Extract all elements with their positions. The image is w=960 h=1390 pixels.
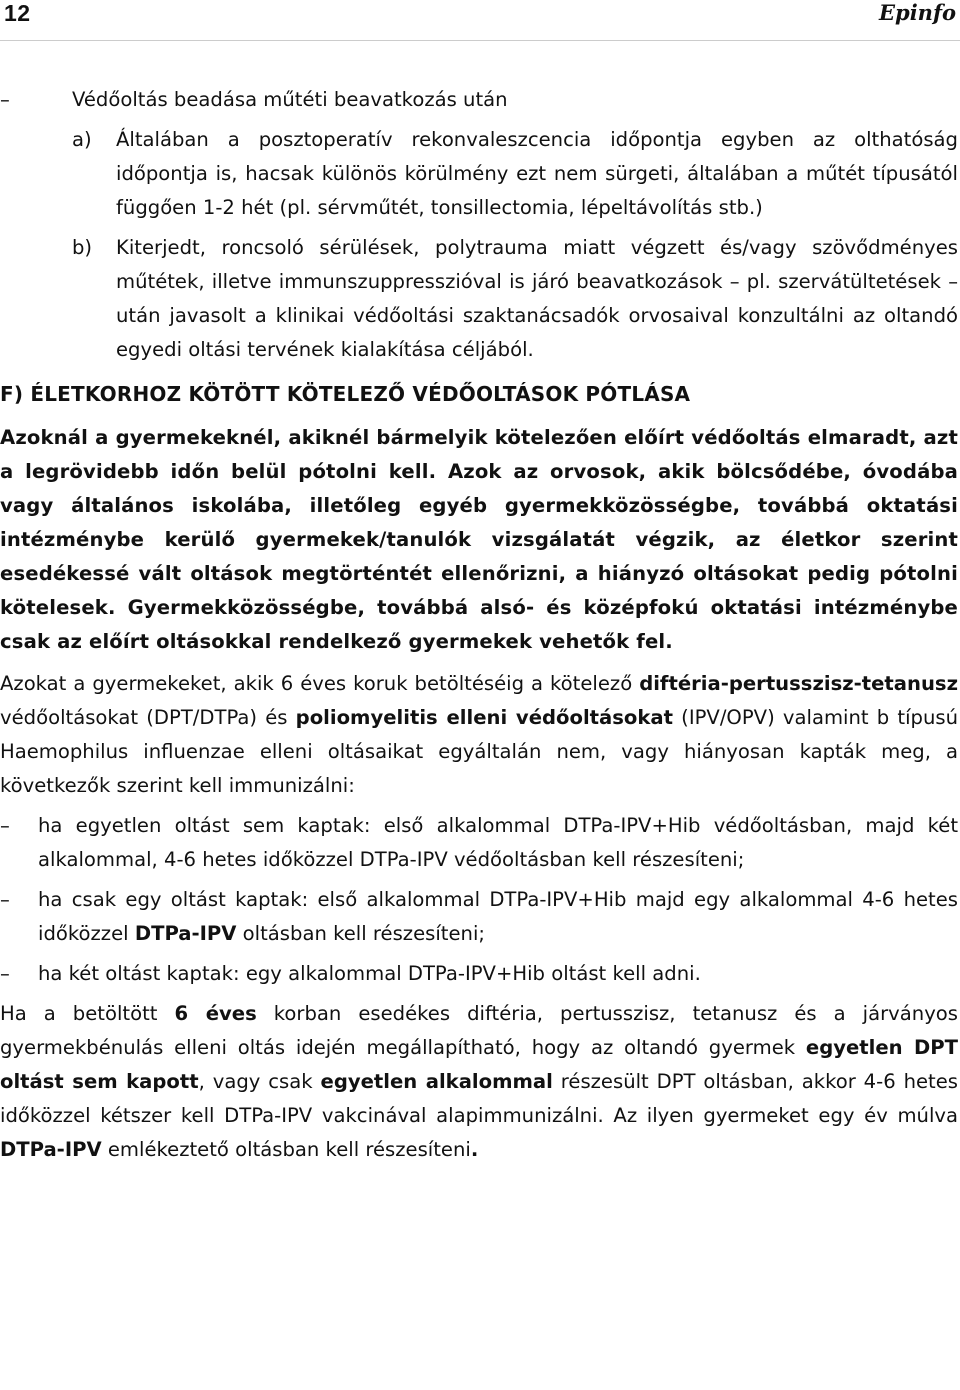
list-item-text [38,883,958,951]
text-run: védőoltásokat (DPT/DTPa) és [0,706,296,729]
bold-run: 6 éves [174,1002,257,1025]
text-run: oltásban kell részesíteni; [236,922,486,945]
surgery-item-a [72,123,958,225]
text-run: Azokat a gyermekeket, akik 6 éves koruk betöltéséig a kötelező [0,672,640,695]
list-item-text: ha két oltást kaptak: egy alkalommal DTPa-IPV+Hib oltást kell adni. [38,962,701,985]
document-body [0,83,958,1167]
text-run: (IPV/OPV) valamint b típusú Haemophilus influenzae elleni oltásaikat egyáltalán nem, vagy hiányosan kapták meg, a következők szerint kell immunizálni: [0,706,958,797]
text-run: , vagy csak [198,1070,321,1093]
list-item-text: ha egyetlen oltást sem kaptak: első alkalommal DTPa-IPV+Hib védőoltásban, majd két alkalommal, 4-6 hetes időközzel DTPa-IPV védőoltásban kell részesíteni; [38,814,958,871]
text-run: ha csak egy oltást kaptak: első alkalommal DTPa-IPV+Hib majd egy alkalommal 4-6 hetes időközzel [38,888,958,945]
text-run: emlékeztető oltásban kell részesíteni [101,1138,471,1161]
page-number: 12 [4,0,31,26]
list-item [0,957,958,991]
item-text: Általában a posztoperatív rekonvaleszcencia időpontja egyben az olthatóság időpontja is, hacsak különös körülmény ezt nem sürgeti, általában a műtét típusától függően 1-2 hét (pl. sérvműtét, tonsillectomia, lépeltávolítás stb.) [116,128,958,219]
text-run: Ha a betöltött [0,1002,175,1025]
text-run: részesült DPT oltásban, akkor 4-6 hetes időközzel kétszer kell DTPa-IPV vakcinával alapimmunizálni. Az ilyen gyermeket egy év múlva [0,1070,958,1127]
list-dash: – [0,814,10,837]
list-item [0,809,958,877]
item-label: b) [72,236,93,259]
list-dash: – [0,962,10,985]
surgery-intro [0,83,958,117]
immunization-paragraph [0,667,958,803]
bold-run: egyetlen alkalommal [320,1070,553,1093]
epinfo-logo: Epinfo [879,0,956,25]
bold-run: DTPa-IPV [0,1138,102,1161]
item-text: Kiterjedt, roncsoló sérülések, polytrauma miatt végzett és/vagy szövődményes műtétek, illetve immunszuppresszióval is járó beavatkozások – pl. szervátültetések – után javasolt a klinikai védőoltási szaktanácsadók orvosaival konzultálni az oltandó egyedi oltási tervének kialakítása céljából. [116,236,958,361]
surgery-intro-text: Védőoltás beadása műtéti beavatkozás után [72,88,508,111]
text-run: korban esedékes diftéria, pertusszisz, tetanusz és a járványos gyermekbénulás elleni oltás idején megállapítható, hogy az oltandó gyermek [0,1002,958,1059]
section-heading: F) ÉLETKORHOZ KÖTÖTT KÖTELEZŐ VÉDŐOLTÁSOK PÓTLÁSA [0,382,691,406]
bold-run: diftéria-pertusszisz-tetanusz [639,672,958,695]
bold-run: poliomyelitis elleni védőoltásokat [295,706,673,729]
item-label: a) [72,128,92,151]
bold-run: . [470,1138,479,1161]
booster-paragraph [0,997,958,1167]
surgery-item-b [72,231,958,367]
list-dash: – [0,888,10,911]
list-item [0,883,958,951]
bold-run: egyetlen DPT oltást sem kapott [0,1036,958,1093]
catch-up-paragraph: Azoknál a gyermekeknél, akiknél bármelyik kötelezően előírt védőoltás elmaradt, azt a legrövidebb időn belül pótolni kell. Azok az orvosok, akik bölcsődébe, óvodába vagy általános iskolába, illetőleg egyéb gyermekközösségbe, továbbá oktatási intézménybe kerülő gyermekek/tanulók vizsgálatát végzik, az életkor szerint esedékessé vált oltások megtörténtét ellenőrizni, a hiányzó oltásokat pedig pótolni kötelesek. Gyermekközösségbe, továbbá alsó- és középfokú oktatási intézménybe csak az előírt oltásokkal rendelkező gyermekek vehetők fel. [0,426,958,653]
list-dash: – [0,88,10,111]
bold-run: DTPa-IPV [134,922,237,945]
header-divider [0,40,960,41]
